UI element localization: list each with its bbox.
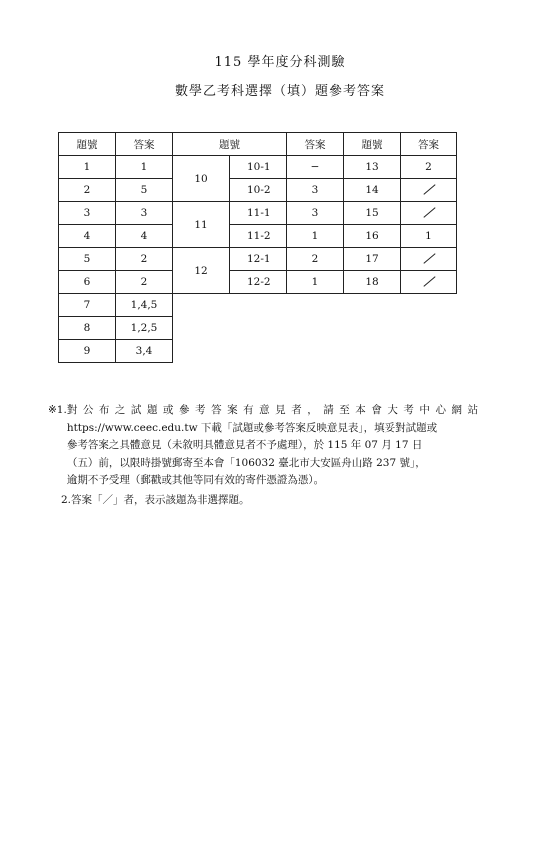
question-number: 15 [344,202,401,225]
answer-value: 4 [116,225,173,248]
question-group: 11 [173,202,230,248]
note-marker: 2. [61,493,72,506]
table-row [59,225,457,248]
question-number: 10-1 [230,156,287,179]
answer-value: 3 [287,202,344,225]
question-number: 14 [344,179,401,202]
question-number: 12-2 [230,271,287,294]
note-line: 參考答案之具體意見（未敘明具體意見者不予處理），於 115 年 07 月 17 日 [66,439,423,451]
slash-mark [423,276,435,288]
question-number: 13 [344,156,401,179]
column-header: 答案 [401,133,457,156]
answer-value: 2 [116,271,173,294]
question-number: 11-2 [230,225,287,248]
table-row [59,202,457,225]
table-row [59,271,457,294]
answer-value [401,179,457,202]
question-number: 11-1 [230,202,287,225]
blank-area [173,317,457,340]
question-number: 6 [59,271,116,294]
note-text [67,402,478,490]
answer-value: 3 [116,202,173,225]
table-row [59,156,457,179]
answer-value: 1 [401,225,457,248]
column-header: 題號 [173,133,287,156]
slash-mark [423,184,435,196]
column-header: 答案 [116,133,173,156]
answer-value [401,271,457,294]
column-header: 答案 [287,133,344,156]
answer-value: 1 [116,156,173,179]
note-line: 逾期不予受理（郵戳或其他等同有效的寄件憑證為憑）。 [66,474,325,486]
answer-value: 1 [287,271,344,294]
question-number: 3 [59,202,116,225]
page-subtitle: 數學乙考科選擇（填）題參考答案 [174,84,385,99]
note-marker: ※1. [48,404,67,416]
note-item [48,402,478,490]
notes-section [48,402,478,509]
note-line: https://www.ceec.edu.tw 下載「試題或參考答案反映意見表」，填妥對試題或 [66,421,438,434]
table-row [59,294,457,317]
answer-value: 2 [287,248,344,271]
question-number: 4 [59,225,116,248]
question-group: 12 [173,248,230,294]
note-line: （五）前，以限時掛號郵寄至本會「106032 臺北市大安區舟山路 237 號」， [66,456,426,469]
answer-value: 2 [116,248,173,271]
answer-table [58,132,457,363]
blank-area [173,340,457,363]
answer-value: 3,4 [116,340,173,363]
question-number: 9 [59,340,116,363]
page-title: 115 學年度分科測驗 [214,55,346,70]
question-number: 1 [59,156,116,179]
table-row [59,248,457,271]
answer-value [401,248,457,271]
question-group: 10 [173,156,230,202]
note-line: 對公布之試題或參考答案有意見者，請至本會大考中心網站 [66,404,478,416]
answer-value: 1 [287,225,344,248]
question-number: 16 [344,225,401,248]
column-header: 題號 [344,133,401,156]
answer-value: 5 [116,179,173,202]
table-row [59,317,457,340]
question-number: 12-1 [230,248,287,271]
answer-value: − [287,156,344,179]
table-header-row [59,133,457,156]
question-number: 10-2 [230,179,287,202]
question-number: 17 [344,248,401,271]
table-row [59,340,457,363]
blank-area [173,294,457,317]
question-number: 7 [59,294,116,317]
question-number: 18 [344,271,401,294]
note-item [48,492,478,510]
question-number: 5 [59,248,116,271]
note-text: 答案「／」者，表示該題為非選擇題。 [71,493,250,506]
slash-mark [423,253,435,265]
table-row [59,179,457,202]
answer-value: 1,4,5 [116,294,173,317]
column-header: 題號 [59,133,116,156]
answer-value [401,202,457,225]
slash-mark [423,207,435,219]
question-number: 2 [59,179,116,202]
answer-value: 2 [401,156,457,179]
answer-value: 1,2,5 [116,317,173,340]
answer-value: 3 [287,179,344,202]
question-number: 8 [59,317,116,340]
